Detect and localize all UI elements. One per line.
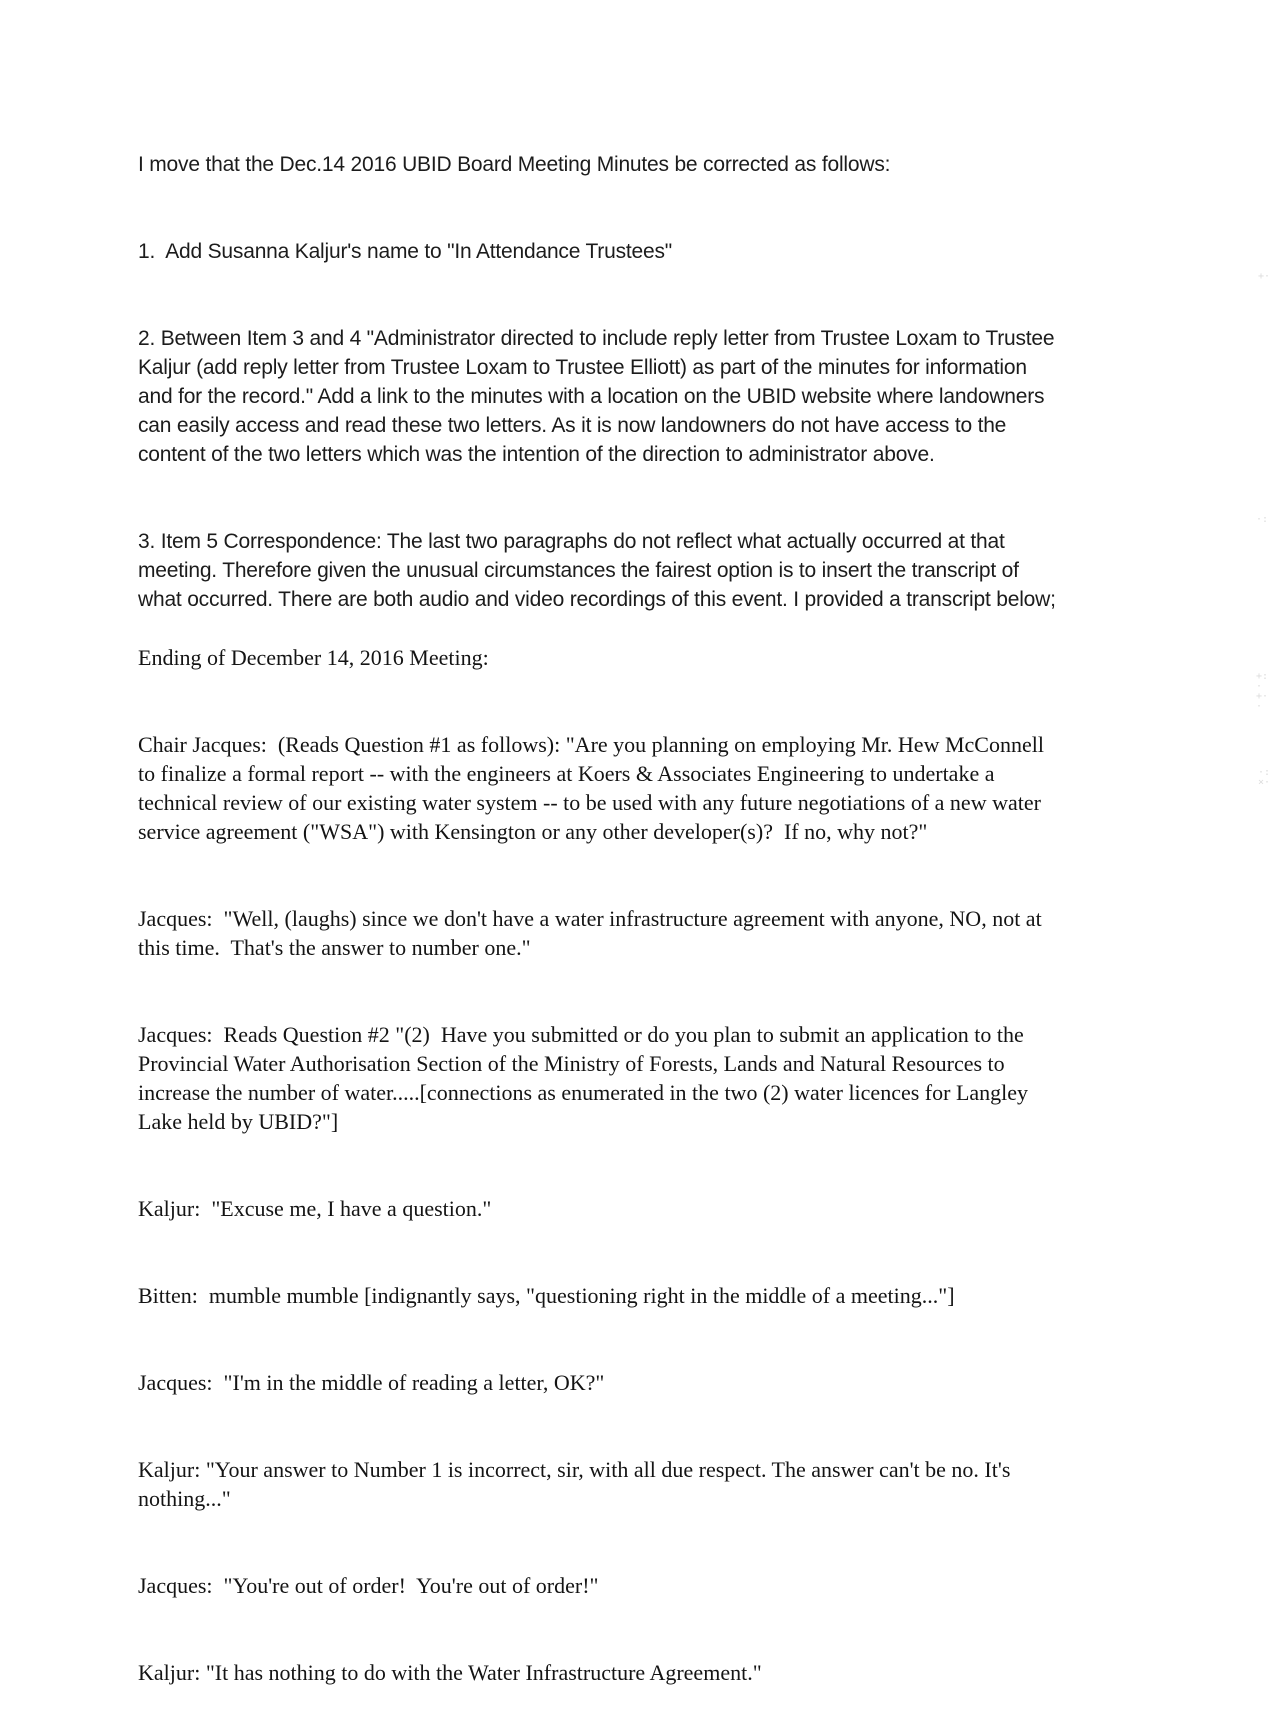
- motion-item-3: 3. Item 5 Correspondence: The last two paragraphs do not reflect what actually occurred at that meeting. Therefore given the unusual circumstances the fairest option is to insert the transcript of what occurred. There are both audio and video recordings of this event. I provided a transcript below;: [138, 530, 1056, 611]
- scan-artifact: ·:: [1256, 514, 1269, 525]
- transcript-line-chair-jacques-q1: Chair Jacques: (Reads Question #1 as follows): "Are you planning on employing Mr. Hew McConnell to finalize a formal report -- with the engineers at Koers & Associates Engineering to undertake a technical review of our existing water system -- to be used with any future negotiations of a new water service agreement ("WSA") with Kensington or any other developer(s)? If no, why not?": [138, 732, 1050, 844]
- scan-artifact: +: · +· ·: [1256, 671, 1269, 712]
- transcript-line-jacques-letter: Jacques: "I'm in the middle of reading a letter, OK?": [138, 1370, 605, 1395]
- motion-item-2: 2. Between Item 3 and 4 "Administrator directed to include reply letter from Trustee Loxam to Trustee Kaljur (add reply letter from Trustee Loxam to Trustee Elliott) as part of the minutes for information and for the record." Add a link to the minutes with a location on the UBID website where landowners can easily access and read these two letters. As it is now landowners do not have access to the content of the two letters which was the intention of the direction to administrator above.: [138, 327, 1061, 466]
- motion-intro: I move that the Dec.14 2016 UBID Board Meeting Minutes be corrected as follows:: [138, 153, 891, 176]
- scan-artifact: +·: [1258, 271, 1271, 282]
- transcript-line-jacques-q2: Jacques: Reads Question #2 "(2) Have you submitted or do you plan to submit an application to the Provincial Water Authorisation Section of the Ministry of Forests, Lands and Natural Resources to increase the number of water.....[connections as enumerated in the two (2) water licences for Langley Lake held by UBID?"]: [138, 1022, 1034, 1134]
- motion-section: [138, 150, 1063, 614]
- document-content: [138, 150, 1063, 1716]
- transcript-line-kaljur-question: Kaljur: "Excuse me, I have a question.": [138, 1196, 492, 1221]
- transcript-line-kaljur-agreement: Kaljur: "It has nothing to do with the Water Infrastructure Agreement.": [138, 1660, 762, 1685]
- scan-artifact: ·: ×·: [1258, 767, 1271, 788]
- transcript-heading: Ending of December 14, 2016 Meeting:: [138, 645, 489, 670]
- transcript-line-bitten-mumble: Bitten: mumble mumble [indignantly says, "questioning right in the middle of a meeting..."]: [138, 1283, 955, 1308]
- transcript-line-kaljur-incorrect: Kaljur: "Your answer to Number 1 is incorrect, sir, with all due respect. The answer can't be no. It's nothing...": [138, 1457, 1016, 1511]
- transcript-section: [138, 643, 1063, 1687]
- transcript-line-jacques-answer1: Jacques: "Well, (laughs) since we don't have a water infrastructure agreement with anyone, NO, not at this time. That's the answer to number one.": [138, 906, 1048, 960]
- motion-item-1: 1. Add Susanna Kaljur's name to "In Attendance Trustees": [138, 240, 673, 263]
- transcript-line-jacques-order: Jacques: "You're out of order! You're out of order!": [138, 1573, 599, 1598]
